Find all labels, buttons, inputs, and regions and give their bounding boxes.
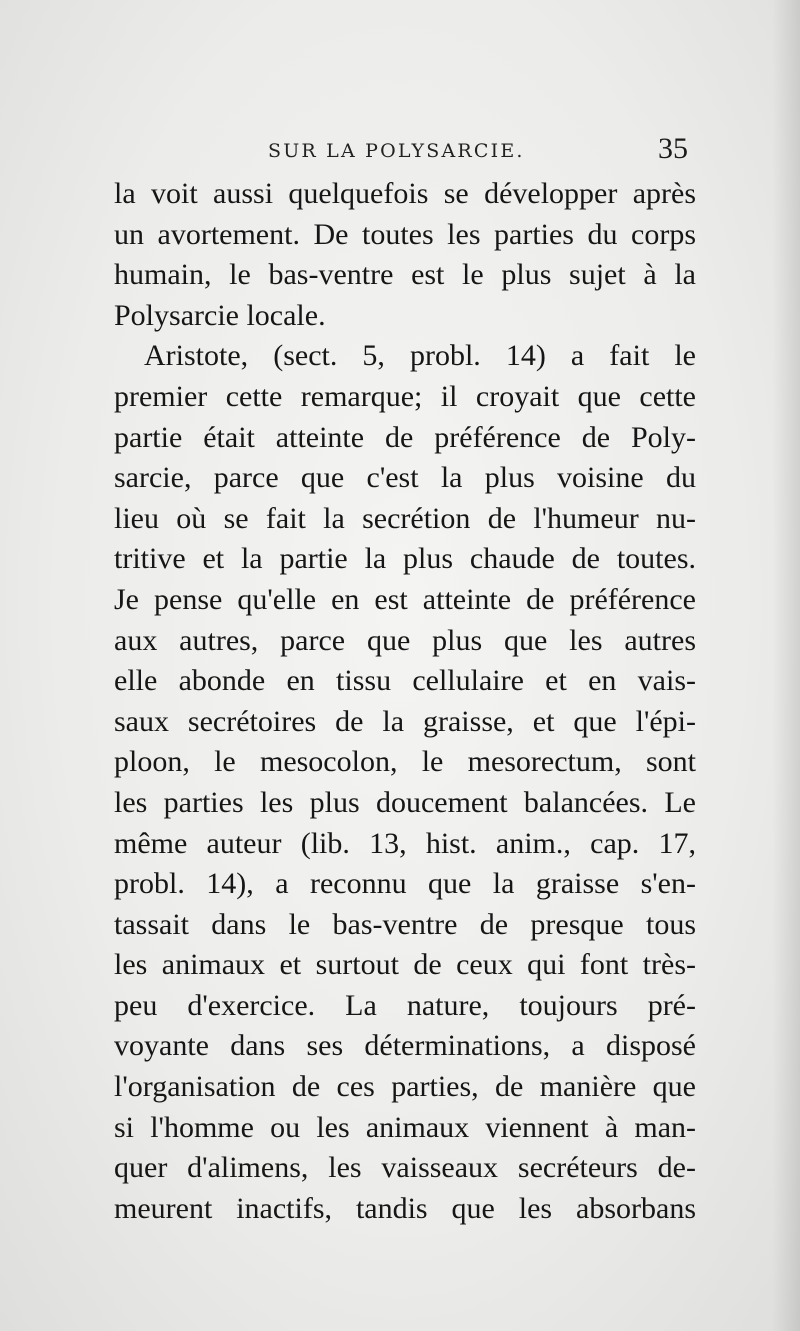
text-line: Je pense qu'elle en est atteinte de préférence bbox=[114, 582, 696, 616]
text-line: partie était atteinte de préférence de Poly- bbox=[114, 420, 696, 454]
text-line: probl. 14), a reconnu que la graisse s'en- bbox=[114, 867, 696, 901]
page-number: 35 bbox=[658, 132, 688, 165]
text-line: premier cette remarque; il croyait que cette bbox=[114, 379, 696, 413]
text-line: un avortement. De toutes les parties du corps bbox=[114, 217, 696, 251]
text-line: les animaux et surtout de ceux qui font très- bbox=[114, 948, 696, 982]
text-line: la voit aussi quelquefois se développer après bbox=[114, 177, 696, 210]
running-head bbox=[0, 134, 800, 174]
text-line: même auteur (lib. 13, hist. anim., cap. 17, bbox=[114, 826, 696, 860]
text-line: lieu où se fait la secrétion de l'humeur nu- bbox=[114, 501, 696, 535]
text-line: si l'homme ou les animaux viennent à man- bbox=[114, 1110, 696, 1144]
text-line: l'organisation de ces parties, de manière que bbox=[114, 1070, 696, 1104]
text-line: Polysarcie locale. bbox=[114, 298, 326, 332]
text-line: les parties les plus doucement balancées. Le bbox=[114, 785, 696, 819]
text-line: meurent inactifs, tandis que les absorbans bbox=[114, 1191, 696, 1225]
text-line: quer d'alimens, les vaisseaux secréteurs de- bbox=[114, 1151, 696, 1185]
text-line: humain, le bas-ventre est le plus sujet à la bbox=[114, 258, 696, 292]
text-line: sarcie, parce que c'est la plus voisine du bbox=[114, 461, 696, 495]
text-line: voyante dans ses déterminations, a disposé bbox=[114, 1029, 696, 1063]
page-edge-shadow bbox=[772, 0, 800, 1331]
paragraph-start-line: Aristote, (sect. 5, probl. 14) a fait le bbox=[144, 339, 696, 373]
text-line: elle abonde en tissu cellulaire et en vais- bbox=[114, 664, 696, 698]
text-line: tassait dans le bas-ventre de presque tous bbox=[114, 907, 696, 941]
text-line: peu d'exercice. La nature, toujours pré- bbox=[114, 988, 696, 1022]
running-title: SUR LA POLYSARCIE. bbox=[268, 140, 525, 162]
text-line: tritive et la partie la plus chaude de toutes. bbox=[114, 542, 696, 576]
text-line: aux autres, parce que plus que les autres bbox=[114, 623, 696, 657]
body-text bbox=[114, 174, 696, 1229]
text-line: saux secrétoires de la graisse, et que l'épi- bbox=[114, 704, 696, 738]
text-line: ploon, le mesocolon, le mesorectum, sont bbox=[114, 745, 696, 779]
